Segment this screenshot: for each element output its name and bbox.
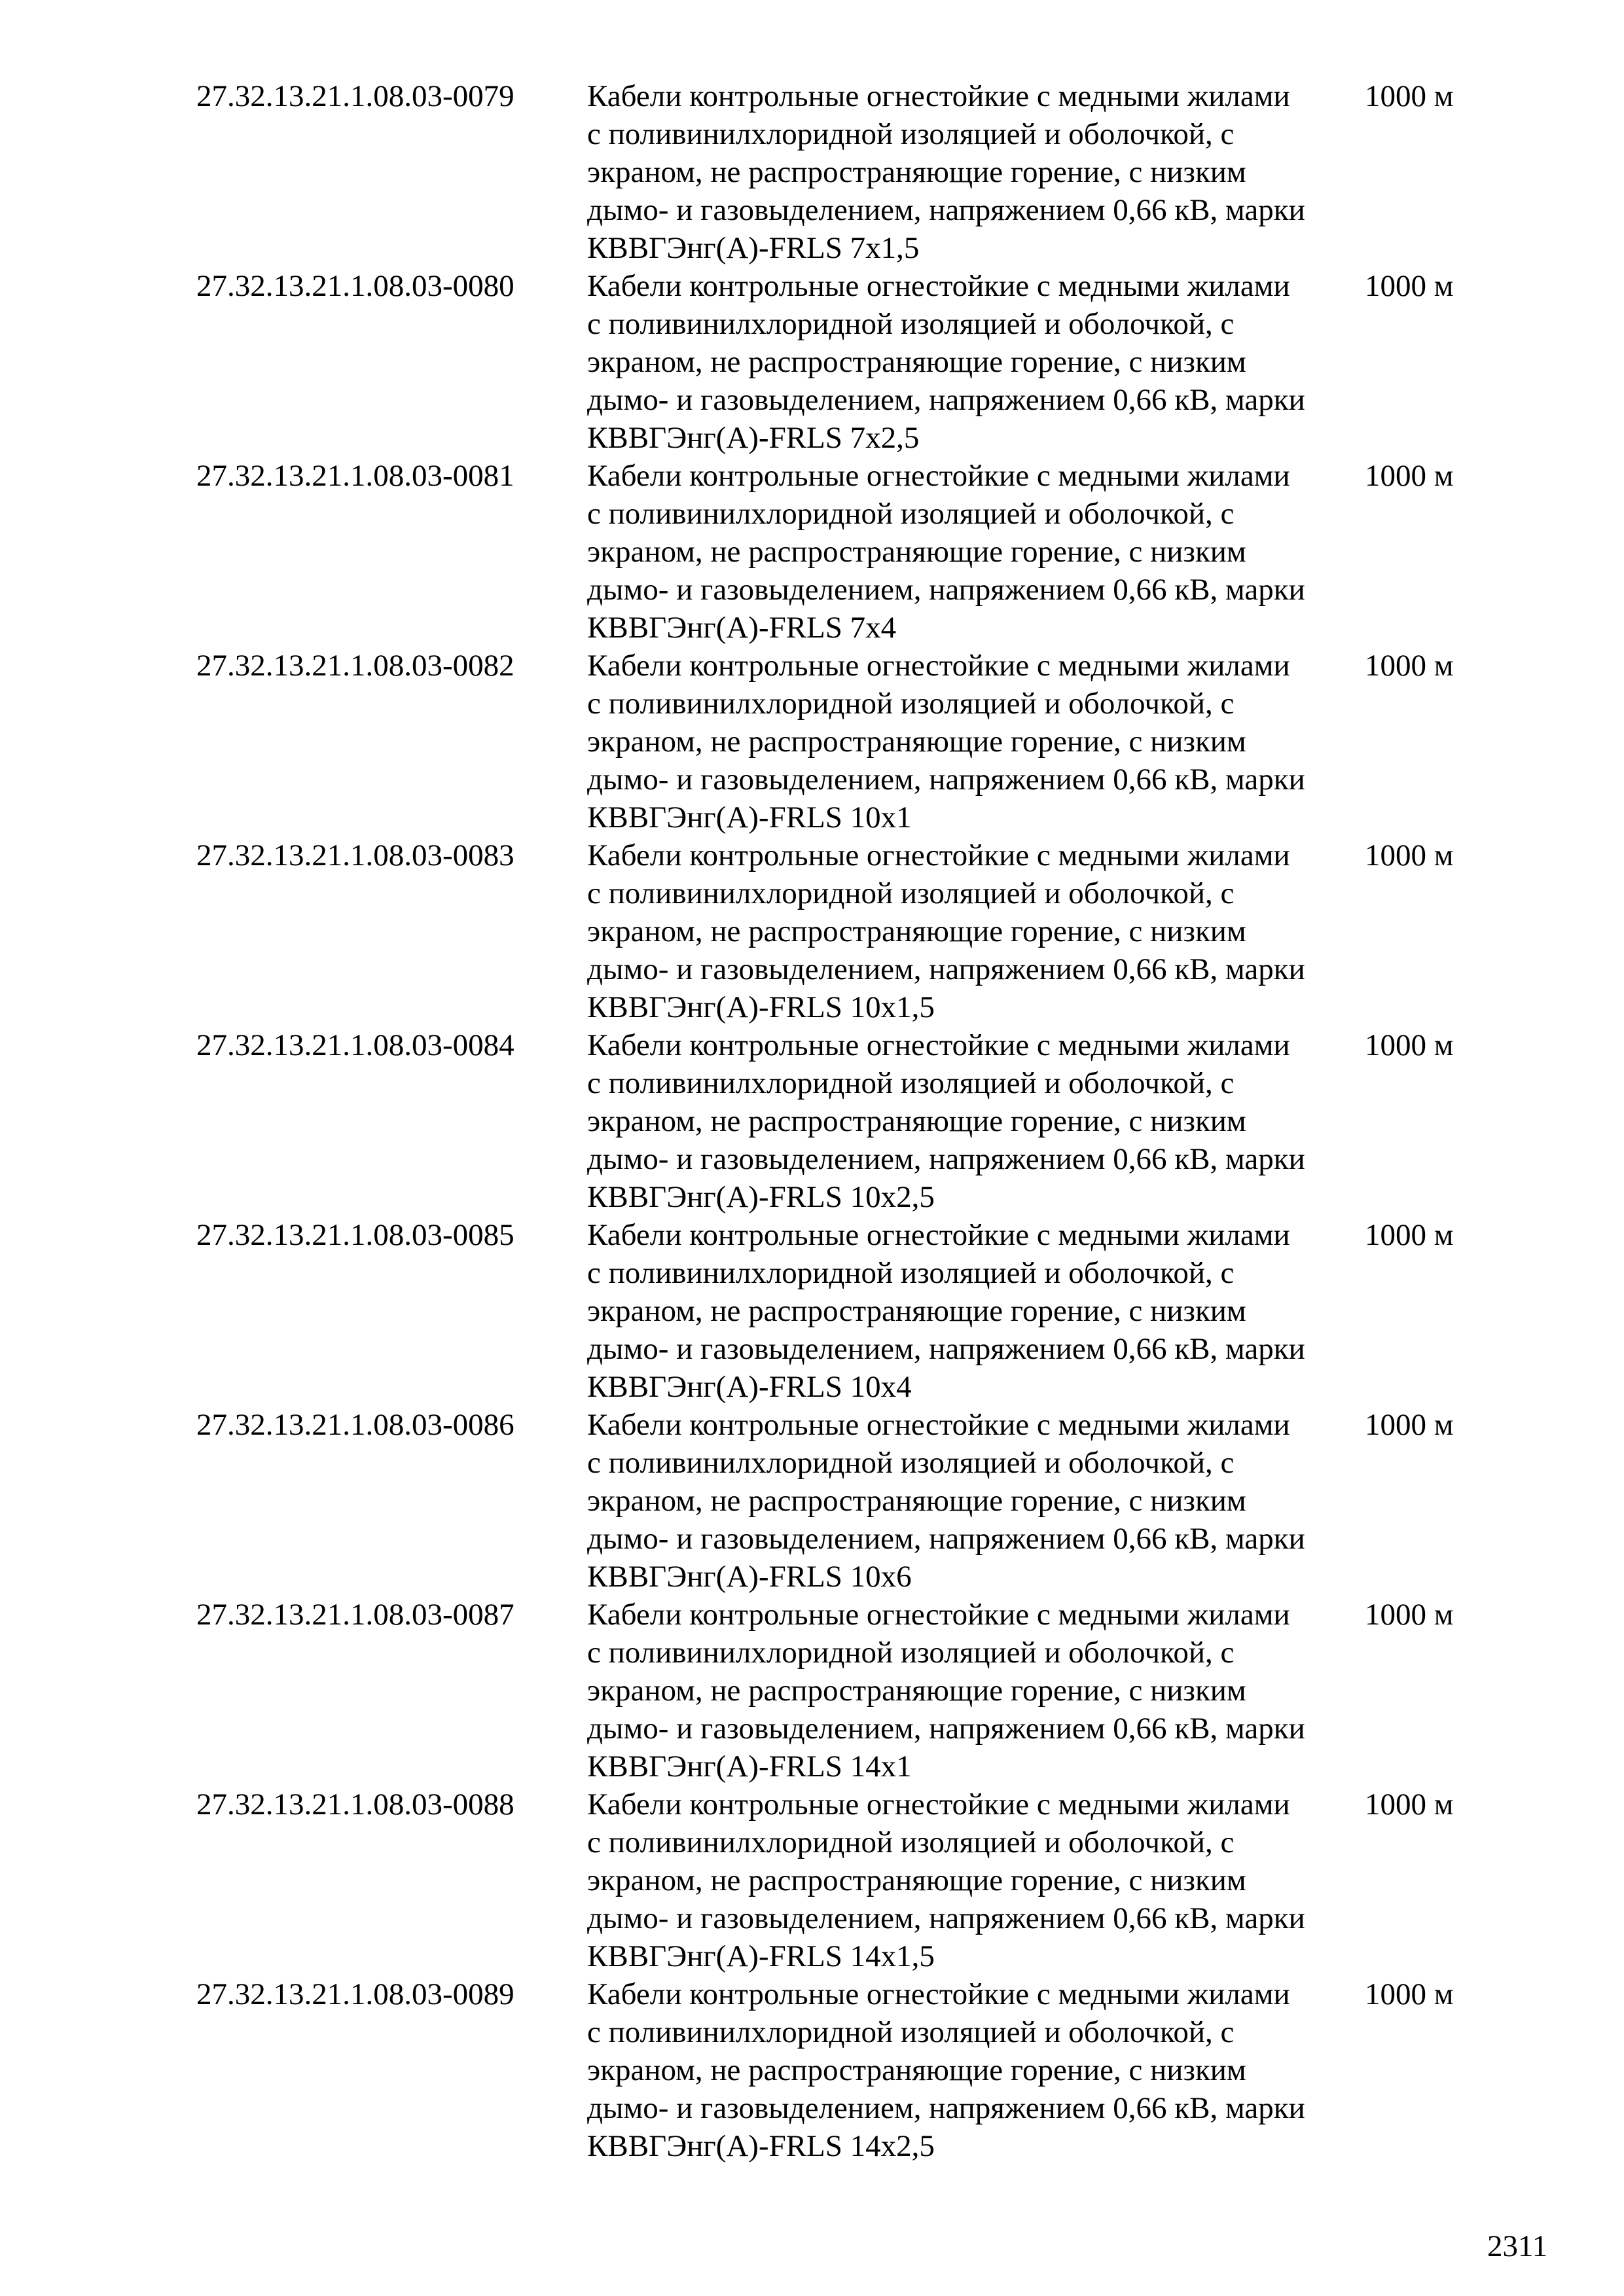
description-line: экраном, не распространяющие горение, с низким [587,914,1246,948]
description-line: КВВГЭнг(А)-FRLS 7х2,5 [587,421,920,455]
entry-code: 27.32.13.21.1.08.03-0080 [196,269,514,303]
entry-description [587,1406,1360,1596]
description-line: КВВГЭнг(А)-FRLS 10х1,5 [587,990,935,1024]
entry-unit: 1000 м [1365,1218,1454,1252]
entry-unit: 1000 м [1365,1787,1454,1821]
entry-unit: 1000 м [1365,1408,1454,1442]
entry-unit: 1000 м [1365,269,1454,303]
entry-unit: 1000 м [1365,1028,1454,1062]
entry-unit: 1000 м [1365,1598,1454,1632]
entry-unit: 1000 м [1365,79,1454,113]
description-line: экраном, не распространяющие горение, с низким [587,535,1246,569]
description-line: экраном, не распространяющие горение, с низким [587,1104,1246,1138]
entry-description [587,1975,1360,2165]
description-line: Кабели контрольные огнестойкие с медными жилами [587,1787,1290,1821]
description-line: с поливинилхлоридной изоляцией и оболочкой, с [587,117,1235,151]
entry-description [587,1596,1360,1785]
entry-description [587,1785,1360,1975]
catalogue-entry [0,1406,1624,1596]
description-line: Кабели контрольные огнестойкие с медными жилами [587,1977,1290,2011]
description-line: экраном, не распространяющие горение, с низким [587,1484,1246,1518]
description-line: с поливинилхлоридной изоляцией и оболочкой, с [587,687,1235,721]
description-line: с поливинилхлоридной изоляцией и оболочкой, с [587,2015,1235,2049]
description-line: Кабели контрольные огнестойкие с медными жилами [587,269,1290,303]
description-line: экраном, не распространяющие горение, с низким [587,1863,1246,1897]
description-line: дымо- и газовыделением, напряжением 0,66 кВ, марки [587,952,1305,986]
description-line: КВВГЭнг(А)-FRLS 14х1,5 [587,1939,935,1973]
catalogue-entries [0,77,1624,2165]
description-line: Кабели контрольные огнестойкие с медными жилами [587,1408,1290,1442]
description-line: дымо- и газовыделением, напряжением 0,66 кВ, марки [587,1142,1305,1176]
description-line: КВВГЭнг(А)-FRLS 14х2,5 [587,2129,935,2163]
description-line: дымо- и газовыделением, напряжением 0,66 кВ, марки [587,762,1305,797]
entry-code: 27.32.13.21.1.08.03-0079 [196,79,514,113]
catalogue-entry [0,267,1624,457]
description-line: Кабели контрольные огнестойкие с медными жилами [587,79,1290,113]
entry-description [587,457,1360,647]
description-line: дымо- и газовыделением, напряжением 0,66 кВ, марки [587,573,1305,607]
description-line: экраном, не распространяющие горение, с низким [587,345,1246,379]
catalogue-entry [0,1596,1624,1785]
description-line: дымо- и газовыделением, напряжением 0,66 кВ, марки [587,1901,1305,1935]
entry-unit: 1000 м [1365,649,1454,683]
description-line: Кабели контрольные огнестойкие с медными жилами [587,1218,1290,1252]
entry-code: 27.32.13.21.1.08.03-0088 [196,1787,514,1821]
description-line: Кабели контрольные огнестойкие с медными жилами [587,1028,1290,1062]
description-line: с поливинилхлоридной изоляцией и оболочкой, с [587,497,1235,531]
entry-code: 27.32.13.21.1.08.03-0083 [196,838,514,872]
entry-code: 27.32.13.21.1.08.03-0084 [196,1028,514,1062]
description-line: с поливинилхлоридной изоляцией и оболочкой, с [587,1256,1235,1290]
description-line: КВВГЭнг(А)-FRLS 10х1 [587,800,912,834]
entry-code: 27.32.13.21.1.08.03-0085 [196,1218,514,1252]
description-line: КВВГЭнг(А)-FRLS 14х1 [587,1749,912,1784]
description-line: дымо- и газовыделением, напряжением 0,66 кВ, марки [587,1712,1305,1746]
entry-description [587,836,1360,1026]
catalogue-entry [0,647,1624,836]
description-line: экраном, не распространяющие горение, с низким [587,2053,1246,2087]
description-line: КВВГЭнг(А)-FRLS 7х1,5 [587,231,920,265]
description-line: дымо- и газовыделением, напряжением 0,66 кВ, марки [587,193,1305,227]
catalogue-entry [0,1216,1624,1406]
description-line: дымо- и газовыделением, напряжением 0,66 кВ, марки [587,1522,1305,1556]
entry-description [587,1216,1360,1406]
description-line: КВВГЭнг(А)-FRLS 10х4 [587,1370,912,1404]
entry-description [587,77,1360,267]
catalogue-entry [0,1975,1624,2165]
description-line: экраном, не распространяющие горение, с низким [587,725,1246,759]
catalogue-entry [0,77,1624,267]
entry-code: 27.32.13.21.1.08.03-0086 [196,1408,514,1442]
entry-description [587,267,1360,457]
description-line: дымо- и газовыделением, напряжением 0,66 кВ, марки [587,2091,1305,2125]
description-line: Кабели контрольные огнестойкие с медными жилами [587,649,1290,683]
description-line: Кабели контрольные огнестойкие с медными жилами [587,1598,1290,1632]
catalogue-entry [0,457,1624,647]
description-line: дымо- и газовыделением, напряжением 0,66 кВ, марки [587,1332,1305,1366]
catalogue-entry [0,1785,1624,1975]
description-line: экраном, не распространяющие горение, с низким [587,155,1246,189]
entry-description [587,1026,1360,1216]
description-line: Кабели контрольные огнестойкие с медными жилами [587,838,1290,872]
entry-unit: 1000 м [1365,1977,1454,2011]
description-line: с поливинилхлоридной изоляцией и оболочкой, с [587,876,1235,910]
entry-code: 27.32.13.21.1.08.03-0081 [196,459,514,493]
catalogue-entry [0,836,1624,1026]
catalogue-entry [0,1026,1624,1216]
description-line: КВВГЭнг(А)-FRLS 10х6 [587,1560,912,1594]
entry-description [587,647,1360,836]
entry-unit: 1000 м [1365,459,1454,493]
description-line: дымо- и газовыделением, напряжением 0,66 кВ, марки [587,383,1305,417]
entry-unit: 1000 м [1365,838,1454,872]
description-line: КВВГЭнг(А)-FRLS 7х4 [587,611,897,645]
description-line: Кабели контрольные огнестойкие с медными жилами [587,459,1290,493]
description-line: с поливинилхлоридной изоляцией и оболочкой, с [587,1446,1235,1480]
entry-code: 27.32.13.21.1.08.03-0087 [196,1598,514,1632]
description-line: с поливинилхлоридной изоляцией и оболочкой, с [587,1066,1235,1100]
entry-code: 27.32.13.21.1.08.03-0082 [196,649,514,683]
description-line: экраном, не распространяющие горение, с низким [587,1294,1246,1328]
description-line: с поливинилхлоридной изоляцией и оболочкой, с [587,1825,1235,1859]
description-line: с поливинилхлоридной изоляцией и оболочкой, с [587,307,1235,341]
description-line: экраном, не распространяющие горение, с низким [587,1674,1246,1708]
entry-code: 27.32.13.21.1.08.03-0089 [196,1977,514,2011]
description-line: КВВГЭнг(А)-FRLS 10х2,5 [587,1180,935,1214]
description-line: с поливинилхлоридной изоляцией и оболочкой, с [587,1636,1235,1670]
page-number: 2311 [1487,2229,1548,2263]
